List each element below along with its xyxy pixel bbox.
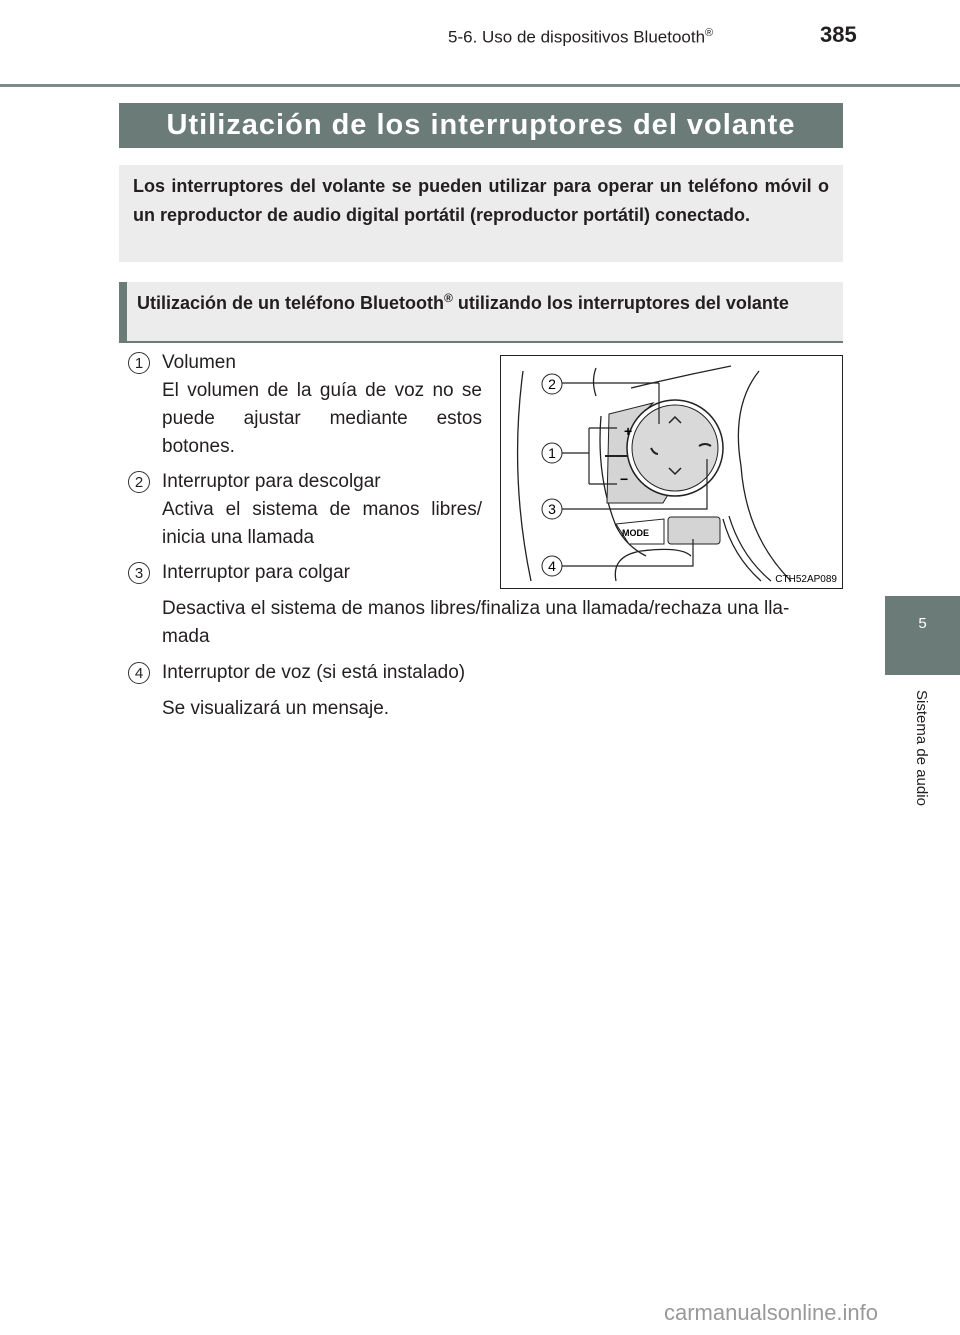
steering-switch-diagram — [500, 355, 843, 589]
watermark: carmanualsonline.info — [664, 1300, 879, 1325]
subheading-text: Utilización de un teléfono Bluetooth — [137, 293, 444, 313]
callout-4: 4 — [548, 558, 556, 574]
list-item — [162, 468, 482, 552]
callout-1: 1 — [548, 445, 556, 461]
figure-code: CTH52AP089 — [775, 574, 837, 585]
page-title: Utilización de los interruptores del volante — [119, 103, 843, 148]
page-number: 385 — [820, 22, 857, 47]
item-title: Interruptor para colgar — [162, 562, 350, 583]
registered-mark: ® — [705, 27, 714, 39]
callout-3: 3 — [548, 501, 556, 517]
item-title: Volumen — [162, 352, 236, 373]
item-description: Desactiva el sistema de manos libres/finaliza una llamada/rechaza una lla-mada — [162, 598, 790, 647]
item-description: El volumen de la guía de voz no se puede ajustar mediante estos botones. — [162, 380, 482, 457]
chapter-label: Sistema de audio — [913, 690, 930, 806]
steering-wheel-illustration — [501, 356, 841, 587]
item-number: 2 — [128, 471, 150, 493]
item-description: Se visualizará un mensaje. — [162, 698, 390, 719]
subheading-text-cont: utilizando los interruptores del volante — [452, 293, 789, 313]
section-header — [448, 27, 713, 48]
list-item — [162, 349, 482, 461]
item-title: Interruptor de voz (si está instalado) — [162, 662, 466, 683]
mode-button-label: MODE — [622, 528, 649, 538]
registered-mark: ® — [443, 291, 453, 305]
list-item — [162, 659, 832, 723]
intro-box: Los interruptores del volante se pueden utilizar para operar un teléfono móvil o un reproductor de audio digital portátil (reproductor portátil) conectado. — [119, 165, 843, 262]
item-number: 4 — [128, 662, 150, 684]
item-number: 1 — [128, 352, 150, 374]
item-number: 3 — [128, 562, 150, 584]
volume-plus-label: + — [624, 423, 633, 439]
header-divider — [0, 84, 960, 87]
volume-minus-label: − — [620, 471, 629, 487]
item-description: Activa el sistema de manos libres/ inicia una llamada — [162, 499, 482, 548]
callout-2: 2 — [548, 376, 556, 392]
subheading — [119, 282, 843, 343]
item-title: Interruptor para descolgar — [162, 471, 381, 492]
chapter-tab[interactable]: 5 — [885, 596, 960, 675]
section-header-text: 5-6. Uso de dispositivos Bluetooth — [448, 27, 706, 47]
